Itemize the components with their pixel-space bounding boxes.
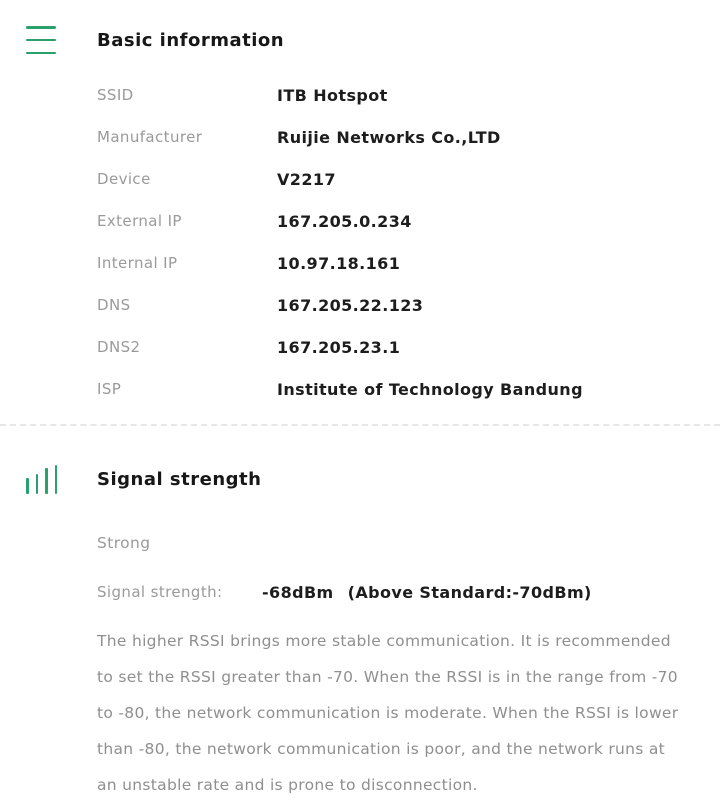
signal-strength-header [0, 462, 720, 496]
row-dns2 [0, 326, 720, 368]
basic-information-header [0, 23, 720, 57]
list-icon [26, 26, 56, 54]
manufacturer-label: Manufacturer [97, 128, 203, 146]
signal-quality-text: Strong [97, 534, 151, 552]
signal-strength-label: Signal strength: [97, 583, 223, 601]
row-device [0, 158, 720, 200]
row-dns [0, 284, 720, 326]
dns2-value: 167.205.23.1 [277, 337, 401, 357]
manufacturer-value: Ruijie Networks Co.,LTD [277, 127, 501, 147]
rssi-description-text: The higher RSSI brings more stable communication. It is recommended to set the RSSI greater than -70. When the RSSI is in the range from -70 to -80, the network communication is moderate. When the RSSI is lower than -80, the network communication is poor, and the network runs at an unstable rate and is prone to disconnection. [97, 632, 679, 794]
row-internal-ip [0, 242, 720, 284]
internal-ip-value: 10.97.18.161 [277, 253, 401, 273]
section-divider [0, 424, 720, 426]
internal-ip-label: Internal IP [97, 254, 178, 272]
row-signal-strength [0, 581, 720, 603]
ssid-value: ITB Hotspot [277, 85, 388, 105]
external-ip-label: External IP [97, 212, 182, 230]
row-external-ip [0, 200, 720, 242]
row-isp [0, 368, 720, 410]
dns2-label: DNS2 [97, 338, 141, 356]
row-ssid [0, 74, 720, 116]
signal-strength-standard: (Above Standard:-70dBm) [347, 582, 592, 602]
basic-information-rows [0, 74, 720, 410]
signal-strength-section [0, 462, 720, 803]
ssid-label: SSID [97, 86, 134, 104]
signal-strength-icon [26, 464, 57, 494]
signal-strength-title: Signal strength [97, 468, 262, 490]
basic-information-title: Basic information [97, 29, 285, 51]
dns-value: 167.205.22.123 [277, 295, 424, 315]
device-value: V2217 [277, 169, 336, 189]
isp-value: Institute of Technology Bandung [277, 379, 583, 399]
basic-information-section [0, 23, 720, 410]
row-manufacturer [0, 116, 720, 158]
dns-label: DNS [97, 296, 131, 314]
external-ip-value: 167.205.0.234 [277, 211, 412, 231]
device-label: Device [97, 170, 151, 188]
signal-strength-value: -68dBm [262, 582, 334, 602]
isp-label: ISP [97, 380, 122, 398]
